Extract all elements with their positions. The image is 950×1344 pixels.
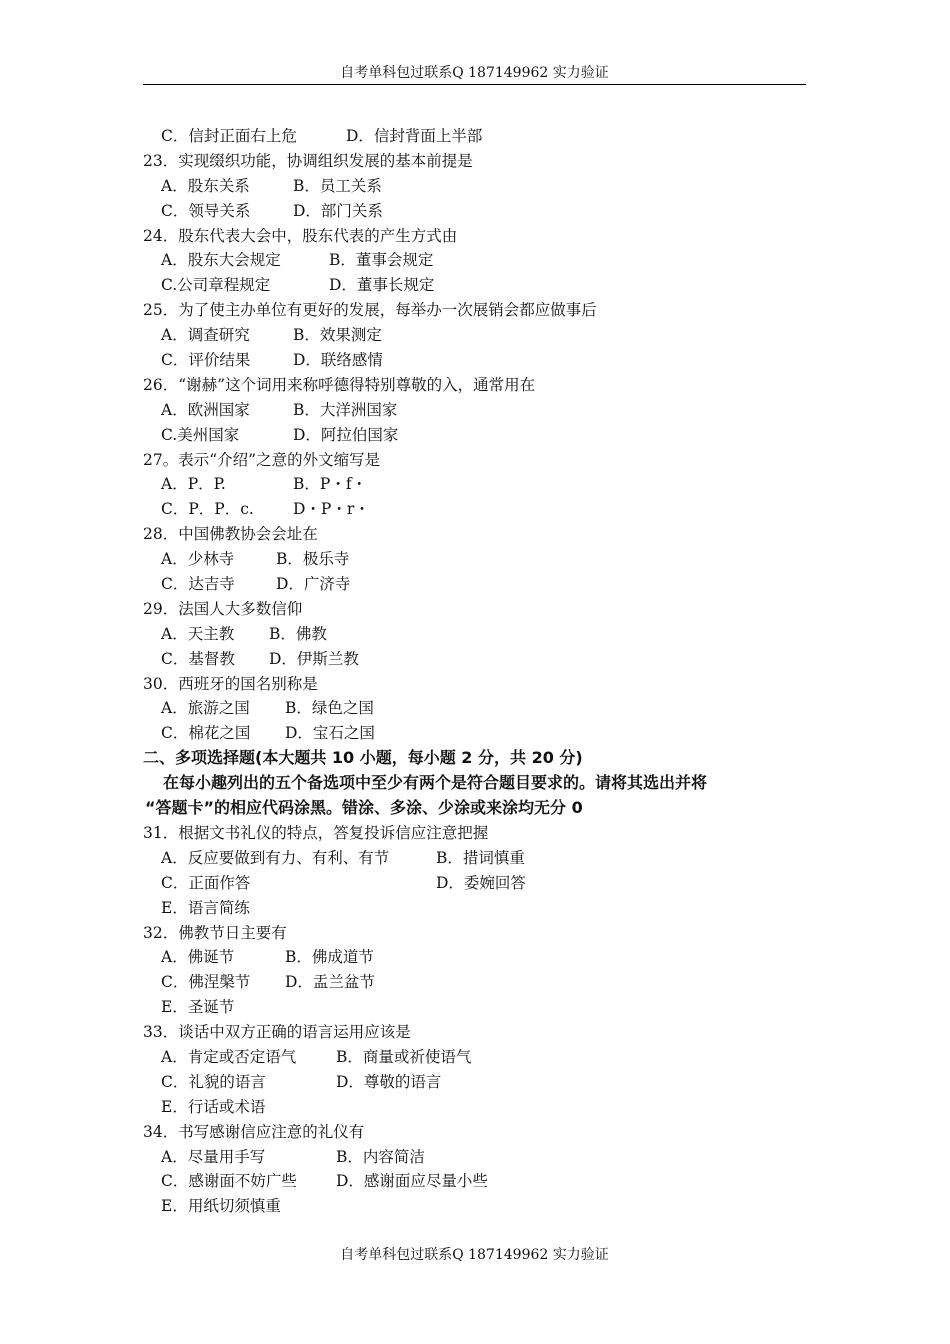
option-row	[143, 871, 813, 896]
option-row	[143, 970, 813, 995]
option-row	[143, 398, 813, 423]
option-text: B．佛成道节	[285, 948, 374, 967]
question-text: 26．“谢赫”这个词用来称呼德得特别尊敬的入，通常用在	[143, 375, 536, 394]
option-text: A．股东大会规定	[161, 251, 281, 270]
option-text: B．内容简洁	[336, 1147, 425, 1166]
heading-row	[143, 746, 813, 771]
option-text: C．礼貌的语言	[161, 1072, 266, 1091]
option-row	[143, 199, 813, 224]
question-text: 31．根据文书礼仪的特点，答复投诉信应注意把握	[143, 823, 489, 842]
option-text: C．佛涅槃节	[161, 973, 251, 992]
option-text: A．股东关系	[161, 176, 250, 195]
option-text: D．盂兰盆节	[285, 973, 375, 992]
question-row	[143, 597, 813, 622]
option-row	[143, 995, 813, 1020]
option-row	[143, 1145, 813, 1170]
option-text: B．员工关系	[293, 176, 382, 195]
option-text: C．感谢面不妨广些	[161, 1172, 297, 1191]
option-text: A．佛诞节	[161, 948, 235, 967]
question-row	[143, 298, 813, 323]
question-row	[143, 921, 813, 946]
option-text: B．P・f・	[293, 475, 368, 494]
question-text: 33．谈话中双方正确的语言运用应该是	[143, 1023, 411, 1042]
option-row	[143, 1070, 813, 1095]
question-row	[143, 373, 813, 398]
question-row	[143, 1120, 813, 1145]
question-text: 28．中国佛教协会会址在	[143, 525, 318, 544]
option-row	[143, 622, 813, 647]
option-row	[143, 721, 813, 746]
option-text: A．尽量用手写	[161, 1147, 266, 1166]
option-row	[143, 1169, 813, 1194]
option-text: B．效果测定	[293, 326, 382, 345]
option-text: C．P．P．c.	[161, 500, 254, 519]
section-heading: “答题卡”的相应代码涂黑。错涂、多涂、少涂或来涂均无分 0	[145, 798, 583, 818]
option-text: B．措词慎重	[436, 848, 525, 867]
option-text: A．欧洲国家	[161, 400, 250, 419]
option-text: E．用纸切须慎重	[161, 1197, 281, 1216]
option-text: A．天主教	[161, 624, 235, 643]
page-header: 自考单科包过联系Q 187149962 实力验证	[143, 62, 806, 85]
option-text: D．宝石之国	[285, 724, 375, 743]
option-text: D．董事长规定	[329, 276, 435, 295]
option-row	[143, 323, 813, 348]
option-text: C.美州国家	[161, 425, 240, 444]
question-text: 24．股东代表大会中，股东代表的产生方式由	[143, 226, 458, 245]
option-text: D．部门关系	[293, 201, 383, 220]
option-text: E．语言简练	[161, 898, 250, 917]
option-row	[143, 497, 813, 522]
option-text: C．棉花之国	[161, 724, 251, 743]
question-row	[143, 522, 813, 547]
question-row	[143, 224, 813, 249]
question-text: 23．实现缀织功能，协调组织发展的基本前提是	[143, 151, 473, 170]
option-row	[143, 472, 813, 497]
option-text: A．少林寺	[161, 550, 235, 569]
option-text: D．伊斯兰教	[269, 649, 359, 668]
option-text: E．圣诞节	[161, 998, 235, 1017]
option-row	[143, 945, 813, 970]
option-text: B．董事会规定	[329, 251, 434, 270]
option-text: D・P・r・	[293, 500, 370, 519]
option-row	[143, 1095, 813, 1120]
option-text: B．商量或祈使语气	[336, 1047, 472, 1066]
heading-row	[143, 771, 813, 796]
option-text: A．肯定或否定语气	[161, 1047, 297, 1066]
option-row	[143, 124, 813, 149]
question-text: 34．书写感谢信应注意的礼仪有	[143, 1122, 365, 1141]
question-row	[143, 149, 813, 174]
question-row	[143, 448, 813, 473]
exam-content	[143, 124, 813, 1219]
section-heading: 二、多项选择题(本大题共 10 小题，每小题 2 分，共 20 分)	[143, 748, 583, 768]
option-text: B．绿色之国	[285, 699, 374, 718]
option-text: C．达吉寺	[161, 575, 235, 594]
question-row	[143, 821, 813, 846]
option-text: A．调查研究	[161, 326, 250, 345]
option-row	[143, 896, 813, 921]
option-row	[143, 846, 813, 871]
question-text: 25．为了使主办单位有更好的发展，每举办一次展销会都应做事后	[143, 301, 597, 320]
option-row	[143, 348, 813, 373]
option-text: C．信封正面右上危	[161, 127, 297, 145]
section-heading: 在每小趣列出的五个备选项中至少有两个是符合题目要求的。请将其选出并将	[163, 773, 708, 793]
option-row	[143, 572, 813, 597]
option-text: A．反应要做到有力、有利、有节	[161, 848, 390, 867]
option-row	[143, 423, 813, 448]
option-text: C.公司章程规定	[161, 276, 271, 295]
option-text: D．信封背面上半部	[346, 127, 483, 145]
option-text: D．阿拉伯国家	[293, 425, 399, 444]
option-row	[143, 547, 813, 572]
question-row	[143, 1020, 813, 1045]
option-row	[143, 647, 813, 672]
option-text: C．正面作答	[161, 873, 251, 892]
option-row	[143, 174, 813, 199]
option-text: D．广济寺	[276, 575, 351, 594]
option-text: D．感谢面应尽量小些	[336, 1172, 488, 1191]
page-footer: 自考单科包过联系Q 187149962 实力验证	[340, 1247, 609, 1263]
option-text: C．评价结果	[161, 351, 251, 370]
option-text: A．旅游之国	[161, 699, 250, 718]
option-text: C．领导关系	[161, 201, 251, 220]
option-text: D．尊敬的语言	[336, 1072, 442, 1091]
heading-row	[143, 796, 813, 821]
option-text: D．委婉回答	[436, 873, 526, 892]
question-text: 27。表示“介绍”之意的外文缩写是	[143, 450, 381, 469]
option-row	[143, 1045, 813, 1070]
question-row	[143, 672, 813, 697]
option-text: B．佛教	[269, 624, 327, 643]
option-row	[143, 273, 813, 298]
question-text: 30．西班牙的国名别称是	[143, 674, 318, 693]
question-text: 32．佛教节日主要有	[143, 923, 287, 942]
option-row	[143, 696, 813, 721]
option-text: A．P．P.	[161, 475, 226, 494]
option-text: C．基督教	[161, 649, 235, 668]
option-text: D．联络感情	[293, 351, 383, 370]
option-text: B．极乐寺	[276, 550, 350, 569]
question-text: 29．法国人大多数信仰	[143, 599, 303, 618]
option-row	[143, 248, 813, 273]
option-text: B．大洋洲国家	[293, 400, 398, 419]
option-row	[143, 1194, 813, 1219]
option-text: E．行话或术语	[161, 1097, 266, 1116]
